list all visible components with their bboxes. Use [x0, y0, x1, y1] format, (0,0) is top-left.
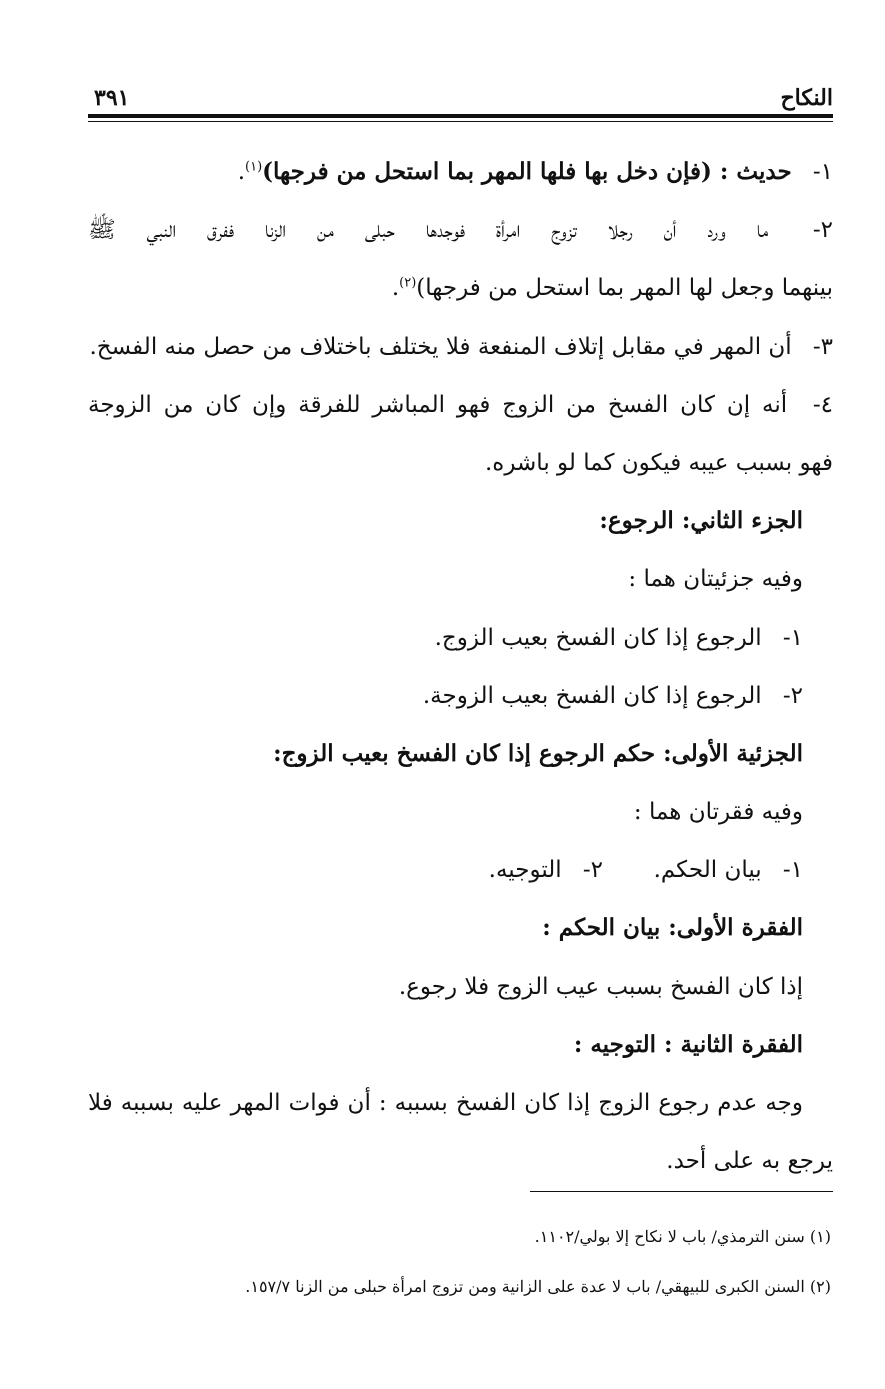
subsection-intro: وفيه فقرتان هما : [633, 799, 803, 826]
header-rule-thin [88, 121, 833, 122]
evidence-item-2-line-2 [88, 259, 833, 317]
item-text: أنه إن كان الفسخ من الزوج فهو المباشر للفرقة وإن كان من الزوجة [88, 391, 788, 418]
footnote-2: (٢) السنن الكبرى للبيهقي/ باب لا عدة على الزانية ومن تزوج امرأة حبلى من الزنا ١٥٧/٧. [245, 1277, 831, 1296]
item-text: الرجوع إذا كان الفسخ بعيب الزوج. [434, 624, 762, 651]
section-list-item-1 [88, 609, 833, 667]
main-text [88, 143, 833, 1190]
evidence-item-3 [88, 318, 833, 376]
item-end: . [391, 275, 400, 302]
footnote-ref-1: (١) [245, 159, 263, 175]
evidence-item-4-line-2 [88, 434, 833, 492]
section-list-item-2 [88, 667, 833, 725]
item-number: ٤- [812, 391, 833, 418]
evidence-item-4-line-1 [88, 376, 833, 434]
item-text: بينهما وجعل لها المهر بما استحل من فرجها) [416, 275, 833, 302]
item-number: ١- [782, 624, 803, 651]
item-end: . [237, 159, 246, 185]
section-heading-2: الجزء الثاني: الرجوع: [599, 507, 803, 535]
subsection-item-1 [603, 841, 833, 899]
item-text: التوجيه. [488, 857, 562, 884]
chapter-title: النكاح [780, 85, 833, 111]
hadith-text: حديث : (فإن دخل بها فلها المهر بما استحل من فرجها) [262, 158, 792, 185]
paragraph-text-2-line-2: يرجع به على أحد. [666, 1148, 833, 1175]
footnotes [88, 1212, 833, 1312]
item-text: الرجوع إذا كان الفسخ بعيب الزوجة. [422, 682, 762, 709]
item-text: أن المهر في مقابل إتلاف المنفعة فلا يختلف باختلاف من حصل منه الفسخ. [89, 333, 792, 360]
evidence-item-1 [88, 143, 833, 201]
item-number: ٢- [782, 682, 803, 709]
item-text: بيان الحكم. [653, 857, 762, 884]
subsection-item-2 [489, 841, 603, 899]
item-number: ٢- [582, 857, 603, 884]
item-number: ١- [782, 857, 803, 884]
paragraph-heading-1: الفقرة الأولى: بيان الحكم : [542, 914, 803, 942]
footnote-1: (١) سنن الترمذي/ باب لا نكاح إلا بولي/١١٠٢. [534, 1227, 831, 1246]
paragraph-heading-2: الفقرة الثانية : التوجيه : [573, 1030, 803, 1058]
footnote-ref-2: (٢) [399, 275, 417, 291]
header-rule-thick [88, 114, 833, 118]
evidence-item-2-line-1 [88, 201, 833, 259]
subsection-items [88, 841, 833, 899]
item-text: فهو بسبب عيبه فيكون كما لو باشره. [484, 449, 833, 476]
subsection-heading-1: الجزئية الأولى: حكم الرجوع إذا كان الفسخ بعيب الزوج: [273, 739, 803, 767]
running-head [88, 84, 833, 114]
item-number: ١- [812, 159, 833, 185]
item-number: ٣- [812, 333, 833, 360]
page-number: ٣٩١ [94, 85, 130, 111]
book-page [88, 0, 833, 1389]
item-number: ٢- [812, 217, 833, 244]
paragraph-text-1: إذا كان الفسخ بسبب عيب الزوج فلا رجوع. [398, 973, 803, 1000]
footnote-separator [530, 1191, 833, 1192]
section-intro: وفيه جزئيتان هما : [628, 566, 803, 593]
item-text: ما ورد أن رجلا تزوج امرأة فوجدها حبلى من الزنا ففرق النبي ﷺ [88, 217, 769, 244]
paragraph-text-2-line-1: وجه عدم رجوع الزوج إذا كان الفسخ بسببه : أن فوات المهر عليه بسببه فلا [88, 1090, 803, 1116]
